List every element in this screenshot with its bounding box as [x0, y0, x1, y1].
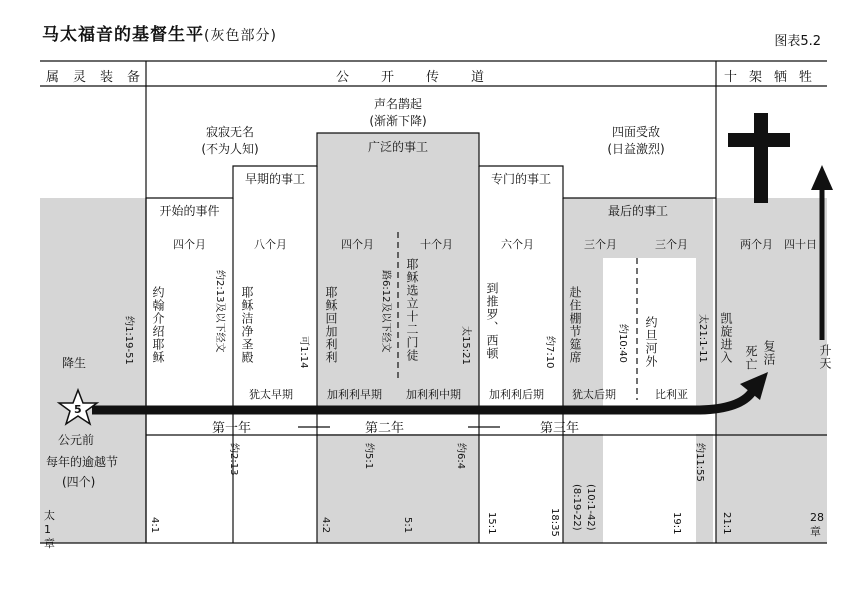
passover-line1: 每年的逾越节 — [46, 455, 119, 469]
chapter-4-2: 4:2 — [320, 517, 331, 534]
ref-john-2: 约2:13及以下经文 — [214, 270, 225, 353]
ref-matt-15: 太15:21 — [460, 326, 471, 365]
chapter-4-1: 4:1 — [149, 517, 160, 534]
page-title: 马太福音的基督生平(灰色部分) — [42, 25, 277, 45]
region-mid-galilee: 加利利中期 — [406, 388, 461, 401]
region-perea: 比利亚 — [655, 388, 688, 401]
event-twelve: 耶稣选立十二门徒 — [405, 258, 419, 362]
event-ascension: 升天 — [818, 344, 832, 370]
year-1: 第一年 — [212, 421, 252, 436]
header-cross: 十架牺牲 — [724, 70, 825, 85]
duration-broad1: 四个月 — [341, 238, 374, 251]
duration-early: 八个月 — [254, 238, 287, 251]
duration-cross1: 两个月 — [740, 238, 773, 251]
duration-final2: 三个月 — [655, 238, 688, 251]
duration-broad2: 十个月 — [420, 238, 453, 251]
ref-john-7: 约7:10 — [544, 336, 555, 369]
passover-line2: (四个) — [62, 475, 96, 489]
event-tabernacles: 赴住棚节筵席 — [568, 286, 582, 364]
duration-special: 六个月 — [501, 238, 534, 251]
event-jordan: 约旦河外 — [644, 316, 658, 368]
event-cleanse: 耶稣洁净圣殿 — [240, 286, 254, 364]
region-early-judea: 犹太早期 — [249, 388, 293, 401]
obscurity-label: 寂寂无名 (不为人知) — [201, 125, 259, 156]
event-death: 死亡 — [744, 345, 758, 371]
chapter-luke-10: (10:1-42) — [585, 484, 596, 531]
header-prep: 属灵装备 — [46, 70, 155, 85]
event-tyre: 到推罗、西顿 — [485, 282, 499, 360]
passover-ref-1: 约2:13 — [228, 443, 239, 476]
phase-specialized: 专门的事工 — [490, 172, 551, 186]
phase-final: 最后的事工 — [607, 204, 668, 218]
opposition-label: 四面受敌 (日益激烈) — [607, 125, 665, 156]
ref-luke-6: 路6:12及以下经文 — [380, 270, 391, 353]
event-resurrection: 复活 — [762, 340, 776, 366]
phase-early: 早期的事工 — [244, 172, 305, 186]
header-public: 公开传道 — [336, 70, 517, 85]
event-birth: 降生 — [62, 356, 87, 370]
chapter-19-1: 19:1 — [671, 512, 682, 535]
phase-broad: 广泛的事工 — [367, 140, 428, 154]
duration-opening: 四个月 — [173, 238, 206, 251]
duration-cross2: 四十日 — [784, 238, 817, 251]
passover-ref-2: 约5:1 — [363, 443, 374, 470]
chapter-end: 28章 — [810, 511, 824, 538]
ref-matt-21: 太21:1-11 — [697, 314, 708, 363]
year-2: 第二年 — [365, 421, 405, 436]
region-early-galilee: 加利利早期 — [327, 388, 382, 401]
ref-mark-1: 可1:14 — [298, 336, 309, 369]
passover-bc: 公元前 — [58, 433, 95, 447]
figure-number: 图表5.2 — [774, 34, 821, 49]
region-late-judea: 犹太后期 — [572, 388, 616, 401]
chapter-15-1: 15:1 — [486, 512, 497, 535]
passover-ref-3: 约6:4 — [455, 443, 466, 470]
duration-final1: 三个月 — [584, 238, 617, 251]
ref-john-10: 约10:40 — [617, 324, 628, 363]
region-late-galilee: 加利利后期 — [489, 388, 544, 401]
event-entry: 凯旋进入 — [719, 312, 733, 364]
star-number: 5 — [74, 403, 82, 416]
event-john: 约翰介绍耶稣 — [151, 286, 165, 364]
ref-john-1: 约1:19-51 — [123, 316, 134, 365]
chapter-21-1: 21:1 — [721, 512, 732, 535]
year-3: 第三年 — [540, 421, 580, 436]
chapter-5-1: 5:1 — [402, 517, 413, 534]
chapter-start: 太1章 — [44, 509, 55, 550]
passover-ref-4: 约11:55 — [694, 443, 705, 482]
fame-label: 声名鹊起 (渐渐下降) — [369, 97, 427, 128]
chapter-luke-8: (8:19-22) — [571, 484, 582, 531]
chapter-18-35: 18:35 — [549, 508, 560, 537]
event-reject: 耶稣回加利利 — [324, 286, 338, 364]
phase-opening: 开始的事件 — [159, 204, 220, 218]
